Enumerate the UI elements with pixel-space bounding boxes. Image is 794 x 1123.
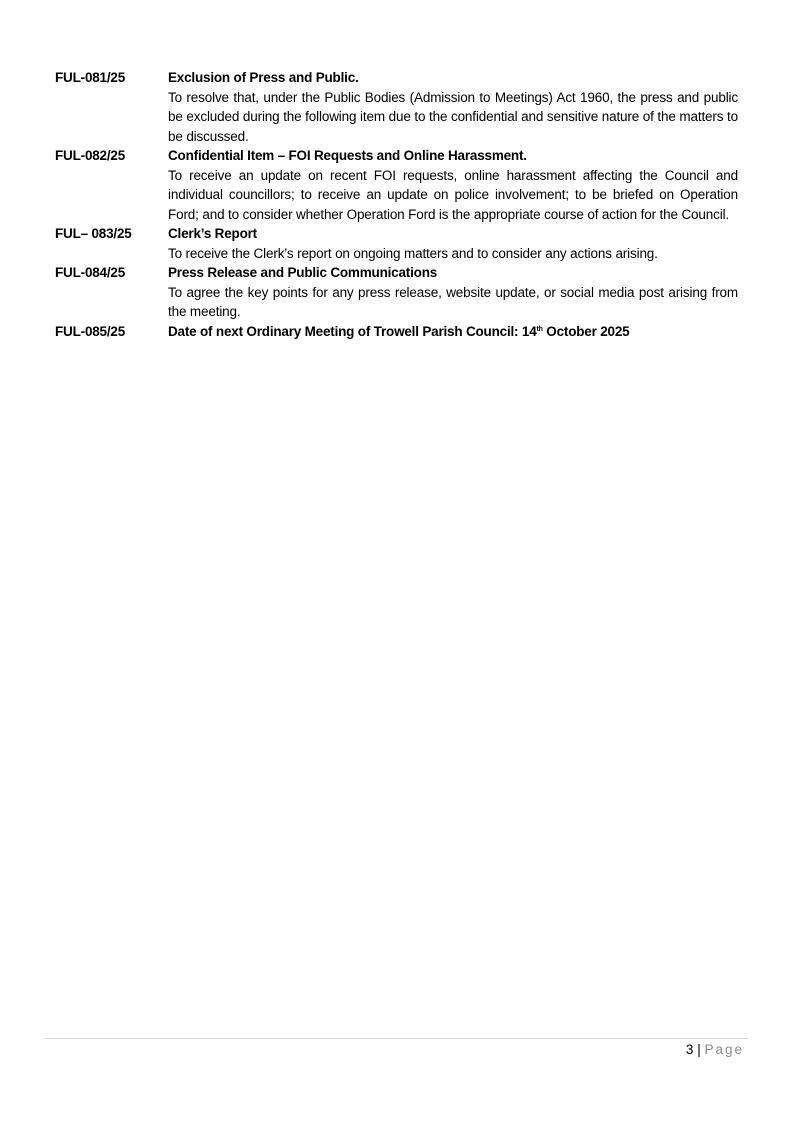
item-reference: FUL-082/25 <box>55 148 126 163</box>
item-content <box>168 224 738 263</box>
page-label: Page <box>704 1042 744 1057</box>
item-description: To receive an update on recent FOI requests, online harassment affecting the Council and individual councillors; to receive an update on police involvement; to be briefed on Operation Ford; and to consider whether Operation Ford is the appropriate course of action for the Council. <box>168 167 738 222</box>
agenda-item <box>55 263 738 322</box>
item-content <box>168 322 738 342</box>
item-content <box>168 68 738 146</box>
item-title: Confidential Item – FOI Requests and Online Harassment. <box>168 148 527 163</box>
item-title: Clerk’s Report <box>168 226 257 241</box>
next-meeting-title-prefix: Date of next Ordinary Meeting of Trowell Parish Council: 14 <box>168 323 537 339</box>
footer-divider <box>45 1038 748 1039</box>
item-description: To agree the key points for any press release, website update, or social media post arising from the meeting. <box>168 284 738 319</box>
footer-separator: | <box>697 1042 701 1057</box>
next-meeting-title <box>168 322 738 342</box>
item-description: To receive the Clerk’s report on ongoing matters and to consider any actions arising. <box>168 245 658 261</box>
agenda-item <box>55 322 738 342</box>
item-title: Exclusion of Press and Public. <box>168 70 359 85</box>
agenda-item <box>55 68 738 146</box>
item-title: Press Release and Public Communications <box>168 265 438 280</box>
page-number: 3 <box>685 1042 694 1057</box>
item-description: To resolve that, under the Public Bodies (Admission to Meetings) Act 1960, the press and public be excluded during the following item due to the confidential and sensitive nature of the matters to be discussed. <box>168 89 738 144</box>
page-footer <box>686 1040 744 1059</box>
item-reference: FUL-085/25 <box>55 323 126 339</box>
item-reference: FUL-084/25 <box>55 265 126 280</box>
ordinal-suffix: th <box>536 325 543 333</box>
agenda-item <box>55 224 738 263</box>
agenda-item <box>55 146 738 224</box>
item-content <box>168 263 738 322</box>
next-meeting-title-suffix: October 2025 <box>542 323 630 339</box>
item-content <box>168 146 738 224</box>
agenda-list <box>55 68 738 341</box>
item-reference: FUL-081/25 <box>55 70 126 85</box>
item-reference: FUL– 083/25 <box>55 226 132 241</box>
